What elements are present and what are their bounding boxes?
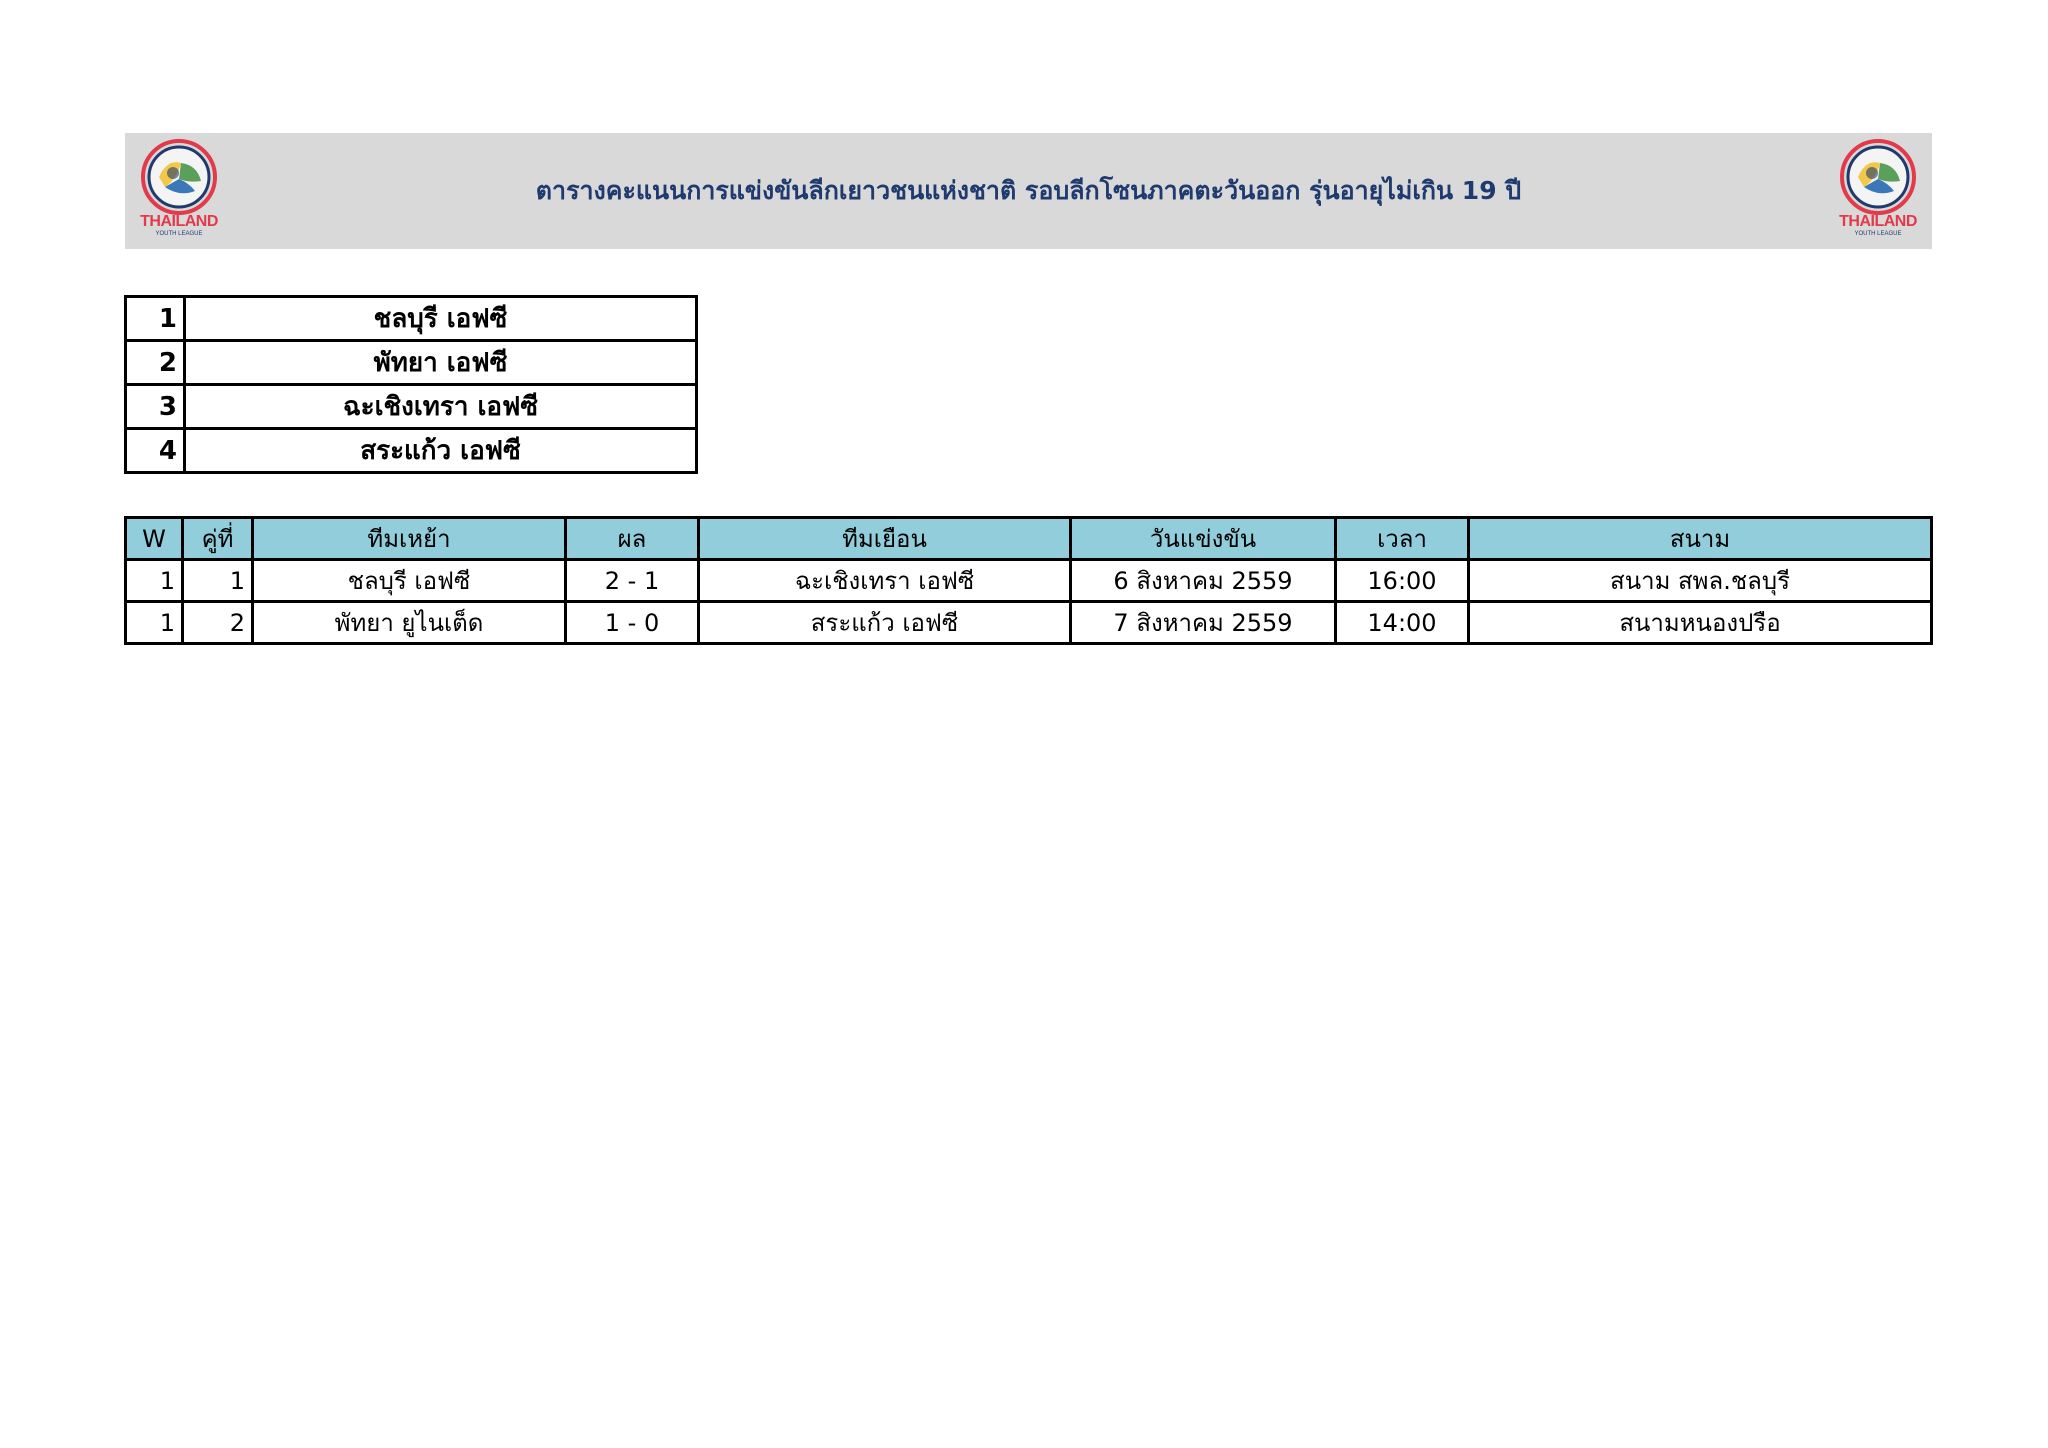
rank-number: 1	[126, 297, 185, 341]
ranking-row	[126, 341, 697, 385]
home-team-cell: พัทยา ยูไนเต็ด	[253, 602, 566, 644]
col-header-away: ทีมเยือน	[699, 518, 1071, 560]
ranking-table	[124, 295, 698, 474]
logo-subtext: YOUTH LEAGUE	[155, 231, 203, 237]
col-header-date: วันแข่งขัน	[1071, 518, 1336, 560]
col-header-home: ทีมเหย้า	[253, 518, 566, 560]
week-cell: 1	[126, 602, 183, 644]
time-cell: 16:00	[1336, 560, 1469, 602]
week-cell: 1	[126, 560, 183, 602]
col-header-week: W	[126, 518, 183, 560]
home-team-cell: ชลบุรี เอฟซี	[253, 560, 566, 602]
team-name: สระแก้ว เอฟซี	[185, 429, 697, 473]
col-header-pair: คู่ที่	[183, 518, 253, 560]
venue-cell: สนาม สพล.ชลบุรี	[1469, 560, 1932, 602]
away-team-cell: ฉะเชิงเทรา เอฟซี	[699, 560, 1071, 602]
match-schedule-table	[124, 516, 1933, 645]
away-team-cell: สระแก้ว เอฟซี	[699, 602, 1071, 644]
time-cell: 14:00	[1336, 602, 1469, 644]
league-logo-right	[1828, 137, 1928, 245]
score-cell: 1 - 0	[566, 602, 699, 644]
score-cell: 2 - 1	[566, 560, 699, 602]
header-banner	[125, 133, 1932, 249]
page-title: ตารางคะแนนการแข่งขันลีกเยาวชนแห่งชาติ รอบลีกโซนภาคตะวันออก รุ่นอายุไม่เกิน 19 ปี	[535, 176, 1522, 205]
team-name: ฉะเชิงเทรา เอฟซี	[185, 385, 697, 429]
table-header-row	[126, 518, 1932, 560]
soccer-ball-logo-icon	[1828, 137, 1928, 217]
logo-wordmark: THAILAND	[1839, 213, 1917, 230]
rank-number: 2	[126, 341, 185, 385]
pair-cell: 2	[183, 602, 253, 644]
col-header-score: ผล	[566, 518, 699, 560]
col-header-time: เวลา	[1336, 518, 1469, 560]
ranking-row	[126, 297, 697, 341]
venue-cell: สนามหนองปรือ	[1469, 602, 1932, 644]
rank-number: 3	[126, 385, 185, 429]
logo-subtext: YOUTH LEAGUE	[1854, 231, 1902, 237]
table-row	[126, 602, 1932, 644]
pair-cell: 1	[183, 560, 253, 602]
logo-wordmark: THAILAND	[140, 213, 218, 230]
ranking-row	[126, 385, 697, 429]
table-row	[126, 560, 1932, 602]
team-name: ชลบุรี เอฟซี	[185, 297, 697, 341]
rank-number: 4	[126, 429, 185, 473]
date-cell: 6 สิงหาคม 2559	[1071, 560, 1336, 602]
date-cell: 7 สิงหาคม 2559	[1071, 602, 1336, 644]
col-header-venue: สนาม	[1469, 518, 1932, 560]
ranking-row	[126, 429, 697, 473]
team-name: พัทยา เอฟซี	[185, 341, 697, 385]
